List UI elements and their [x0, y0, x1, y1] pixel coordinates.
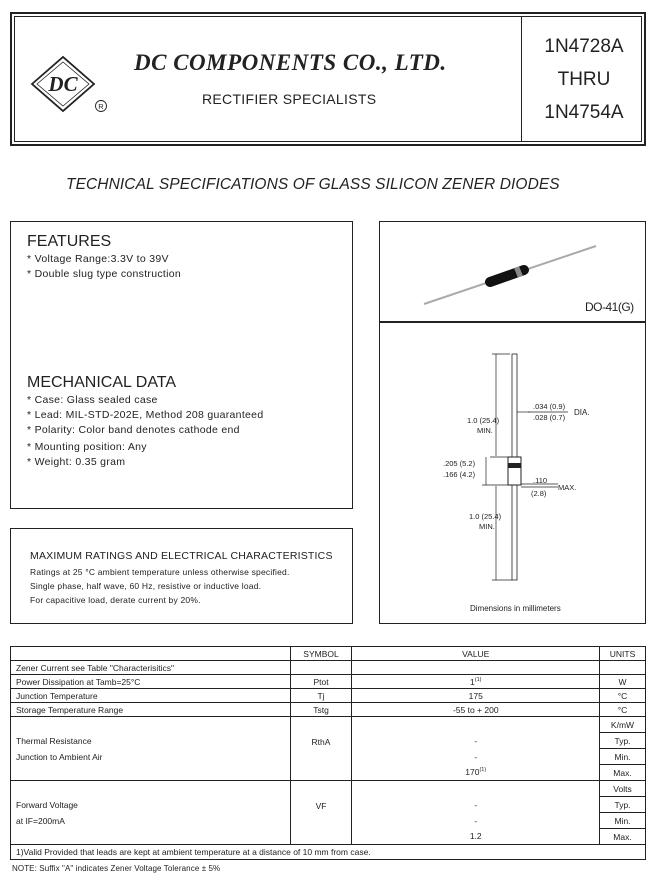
forward-value: 1.2	[352, 829, 600, 845]
thermal-unit: Typ.	[600, 733, 646, 749]
thermal-param-1: Thermal Resistance	[16, 735, 92, 746]
forward-param	[11, 781, 291, 845]
row-units: °C	[600, 689, 646, 703]
body-dia-2: (2.8)	[531, 489, 547, 498]
body-dia-label: MAX.	[558, 483, 577, 492]
thermal-value: -	[352, 733, 600, 749]
header-symbol: SYMBOL	[290, 647, 352, 661]
table-row-forward	[11, 781, 646, 797]
lead-length-top: 1.0 (25.4)	[467, 416, 500, 425]
mechanical-item: * Lead: MIL-STD-202E, Method 208 guaranteed	[27, 409, 264, 421]
mechanical-heading: MECHANICAL DATA	[27, 374, 177, 391]
thermal-param	[11, 717, 291, 781]
header-value: VALUE	[352, 647, 600, 661]
part-number-to: 1N4754A	[544, 102, 624, 123]
table-footnote-row	[11, 845, 646, 860]
spec-table	[10, 646, 646, 860]
thermal-param-2: Junction to Ambient Air	[16, 751, 103, 762]
header-divider	[521, 16, 522, 142]
forward-unit: Min.	[600, 813, 646, 829]
forward-param-2: at IF=200mA	[16, 815, 65, 826]
forward-unit: Volts	[600, 781, 646, 797]
lead-dia-2: .028 (0.7)	[533, 413, 566, 422]
lead-length-bot: 1.0 (25.4)	[469, 512, 502, 521]
package-divider	[379, 321, 646, 323]
mechanical-item: * Polarity: Color band denotes cathode end	[27, 424, 240, 436]
thermal-value: 170$^{(1)}$	[352, 765, 600, 781]
dimensions-note: Dimensions in millimeters	[470, 604, 561, 613]
lead-dia-1: .034 (0.9)	[533, 402, 566, 411]
table-row	[11, 689, 646, 703]
forward-symbol: VF	[290, 781, 352, 845]
row-value: -55 to + 200	[352, 703, 600, 717]
table-row-thermal	[11, 717, 646, 733]
row-param: Storage Temperature Range	[11, 703, 291, 717]
row-units: W	[600, 675, 646, 689]
thermal-symbol: RthA	[290, 717, 352, 781]
lead-dia-label: DIA.	[574, 408, 590, 417]
forward-unit: Typ.	[600, 797, 646, 813]
thermal-unit: Min.	[600, 749, 646, 765]
row-symbol: Tj	[290, 689, 352, 703]
feature-item: * Voltage Range:3.3V to 39V	[27, 253, 169, 265]
body-length-1: .205 (5.2)	[443, 459, 476, 468]
ratings-line: Single phase, half wave, 60 Hz, resistive or inductive load.	[30, 581, 262, 591]
ratings-line: Ratings at 25 °C ambient temperature unless otherwise specified.	[30, 567, 290, 577]
logo-text: DC	[48, 72, 78, 96]
row-symbol: Tstg	[290, 703, 352, 717]
thermal-value: -	[352, 749, 600, 765]
svg-text:R: R	[98, 102, 104, 111]
lead-length-top-min: MIN.	[477, 426, 493, 435]
page-title: TECHNICAL SPECIFICATIONS OF GLASS SILICON ZENER DIODES	[66, 176, 560, 193]
package-name: DO-41(G)	[585, 300, 634, 314]
forward-unit: Max.	[600, 829, 646, 845]
body-length-2: .166 (4.2)	[443, 470, 476, 479]
mechanical-item: * Weight: 0.35 gram	[27, 456, 126, 468]
table-footnote: 1)Valid Provided that leads are kept at ambient temperature at a distance of 10 mm from case.	[11, 845, 646, 860]
table-row	[11, 661, 646, 675]
company-logo	[30, 54, 125, 116]
header-param	[11, 647, 291, 661]
suffix-note: NOTE: Suffix "A" indicates Zener Voltage Tolerance ± 5%	[12, 864, 221, 873]
row-value: 1$^{(1)}$	[352, 675, 600, 689]
company-name: DC COMPONENTS CO., LTD.	[134, 50, 447, 75]
table-row	[11, 703, 646, 717]
company-tagline: RECTIFIER SPECIALISTS	[202, 91, 377, 107]
forward-param-1: Forward Voltage	[16, 799, 78, 810]
diode-image	[420, 240, 605, 310]
lead-length-bot-min: MIN.	[479, 522, 495, 531]
row-param: Power Dissipation at Tamb=25°C	[11, 675, 291, 689]
ratings-heading: MAXIMUM RATINGS AND ELECTRICAL CHARACTERISTICS	[30, 550, 333, 562]
thermal-value	[352, 717, 600, 733]
row-param: Junction Temperature	[11, 689, 291, 703]
body-dia-1: .110	[533, 476, 548, 485]
ratings-line: For capacitive load, derate current by 20%.	[30, 595, 201, 605]
header-units: UNITS	[600, 647, 646, 661]
mechanical-item: * Mounting position: Any	[27, 441, 147, 453]
row-value: 175	[352, 689, 600, 703]
feature-item: * Double slug type construction	[27, 268, 182, 280]
forward-value: -	[352, 813, 600, 829]
part-number-thru: THRU	[557, 69, 611, 90]
table-row	[11, 675, 646, 689]
row-param: Zener Current see Table "Characterisitics"	[11, 661, 291, 675]
row-symbol	[290, 661, 352, 675]
thermal-unit: Max.	[600, 765, 646, 781]
thermal-unit: K/mW	[600, 717, 646, 733]
row-units: °C	[600, 703, 646, 717]
forward-value: -	[352, 797, 600, 813]
row-value	[352, 661, 600, 675]
mechanical-item: * Case: Glass sealed case	[27, 394, 158, 406]
part-number-from: 1N4728A	[544, 36, 624, 57]
table-header-row	[11, 647, 646, 661]
features-heading: FEATURES	[27, 233, 112, 250]
row-symbol: Ptot	[290, 675, 352, 689]
forward-value	[352, 781, 600, 797]
row-units	[600, 661, 646, 675]
